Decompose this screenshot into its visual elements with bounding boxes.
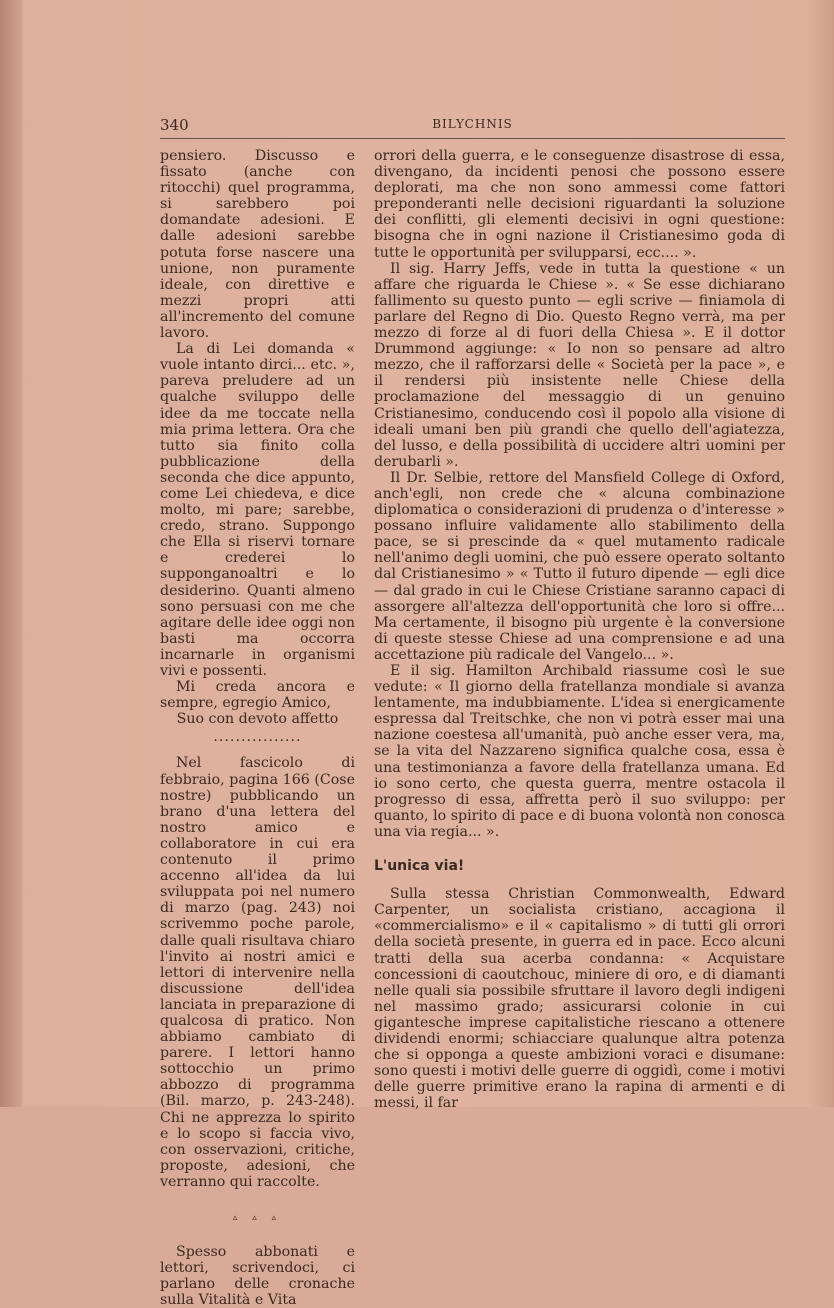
paragraph: Sulla stessa Christian Commonwealth, Edward Carpenter, un socialista cristiano, accagiona il «commercialismo» e il « capitalismo » di tutti gli orrori della società presente, in guerra ed in pace. Ecco alcuni tratti della sua acerba condanna: « Acquistare concessioni di caoutchouc, miniere di oro, e di diamanti nelle quali sia possibile sfruttare il lavoro degli indigeni nel massimo grado; assicurarsi colonie in cui gigantesche imprese capitalistiche riescano a ottenere dividendi enormi; schiacciare qualunque altra potenza che si opponga a queste ambizioni voraci e disumane: sono questi i motivi delle guerre di oggidì, come i motivi delle guerre primitive erano la rapina di armenti e di messi, il far [374, 886, 785, 1112]
signature-dots: ................ [213, 729, 302, 746]
paragraph: orrori della guerra, e le conseguenze disastrose di essa, divengano, da incidenti penosi che possono essere deplorati, ma che non sono ammessi come fattori preponderanti nelle decisioni riguardanti la soluzione dei conflitti, gli elementi decisivi in ogni questione: bisogna che in ogni nazione il Cristianesimo goda di tutte le opportunità per svilupparsi, ecc.... ». [374, 148, 785, 261]
section-separator: ▵ ▵ ▵ [232, 1213, 283, 1223]
left-column [160, 148, 355, 1308]
letter-closing: Suo con devoto affetto [176, 711, 339, 728]
paragraph: Il sig. Harry Jeffs, vede in tutta la questione « un affare che riguarda le Chiese ». « Se esse dichiarano fallimento su questo punto — egli scrive — finiamola di parlare del Regno di Dio. Questo Regno verrà, ma per mezzo di forze al di fuori della Chiesa ». E il dottor Drummond aggiunge: « Io non so pensare ad altro mezzo, che il rafforzarsi delle « Società per la pace », e il rendersi più insistente nelle Chiese della proclamazione del messaggio di un genuino Cristianesimo, conducendo così il popolo alla visione di ideali umani ben più grandi che quello dell'agiatezza, del lusso, e della possibilità di uccidere altri uomini per derubarli ». [374, 260, 785, 470]
section-heading: L'unica via! [374, 858, 465, 875]
paragraph: Nel fascicolo di febbraio, pagina 166 (Cose nostre) pubblicando un brano d'una lettera del nostro amico e collaboratore in cui era contenuto il primo accenno all'idea da lui sviluppata poi nel numero di marzo (pag. 243) noi scrivemmo poche parole, dalle quali risultava chiaro l'invito ai nostri amici e lettori di intervenire nella discussione dell'idea lanciata in preparazione di qualcosa di pratico. Non abbiamo cambiato di parere. I lettori hanno sottocchio un primo abbozzo di programma (Bil. marzo, p. 243-248). Chi ne apprezza lo spirito e lo scopo si faccia vivo, con osservazioni, critiche, proposte, adesioni, che verranno qui raccolte. [160, 755, 355, 1190]
page-number: 340 [160, 116, 189, 134]
right-column [374, 148, 785, 1111]
paragraph: Spesso abbonati e lettori, scrivendoci, ci parlano delle cronache sulla Vitalità e Vita [160, 1244, 355, 1308]
paragraph: Mi creda ancora e sempre, egregio Amico, [160, 679, 355, 712]
paragraph: Il Dr. Selbie, rettore del Mansfield College di Oxford, anch'egli, non crede che « alcuna combinazione diplomatica o considerazioni di prudenza o d'interesse » possano influire validamente allo stabilimento della pace, se si prescinde da « quel mutamento radicale nell'animo degli uomini, che può essere operato soltanto dal Cristianesimo » « Tutto il futuro dipende — egli dice — dal grado in cui le Chiese Cristiane saranno capaci di assorgere all'altezza dell'opportunità che loro si offre... Ma certamente, il bisogno più urgente è la conversione di queste stesse Chiese ad una comprensione e ad una accettazione più radicale del Vangelo... ». [374, 469, 785, 663]
page-spine-shadow [0, 0, 22, 1107]
paragraph: La di Lei domanda « vuole intanto dirci... etc. », pareva preludere ad un qualche sviluppo delle idee da me toccate nella mia prima lettera. Ora che tutto sia finito colla pubblicazione della seconda che dice appunto, come Lei chiedeva, e dice molto, mi pare; sarebbe, credo, strano. Suppongo che Ella si riservi tornare e crederei lo supponganoaltri e lo desiderino. Quanti almeno sono persuasi con me che agitare delle idee oggi non basti ma occorra incarnarle in organismi vivi e possenti. [160, 341, 355, 679]
paragraph: E il sig. Hamilton Archibald riassume così le sue vedute: « Il giorno della fratellanza mondiale si avanza lentamente, ma indubbiamente. L'idea si energicamente espressa dal Treitschke, che non vi potrà esser mai una nazione coestesa all'umanità, può anche esser vera, ma, se la vita del Nazzareno significa qualche cosa, essa è una testimonianza a favore della fratellanza umana. Ed io sono certo, che questa guerra, mentre ostacola il progresso di essa, affretta però il suo sviluppo: per quanto, lo spirito di pace e di buona volontà non conosca una via regia... ». [374, 663, 785, 840]
running-title: BILYCHNIS [432, 117, 513, 131]
paragraph: pensiero. Discusso e fissato (anche con ritocchi) quel programma, si sarebbero poi domandate adesioni. E dalle adesioni sarebbe potuta forse nascere una unione, non puramente ideale, con direttive e mezzi propri atti all'incremento del comune lavoro. [160, 148, 355, 342]
page-header [160, 116, 785, 139]
